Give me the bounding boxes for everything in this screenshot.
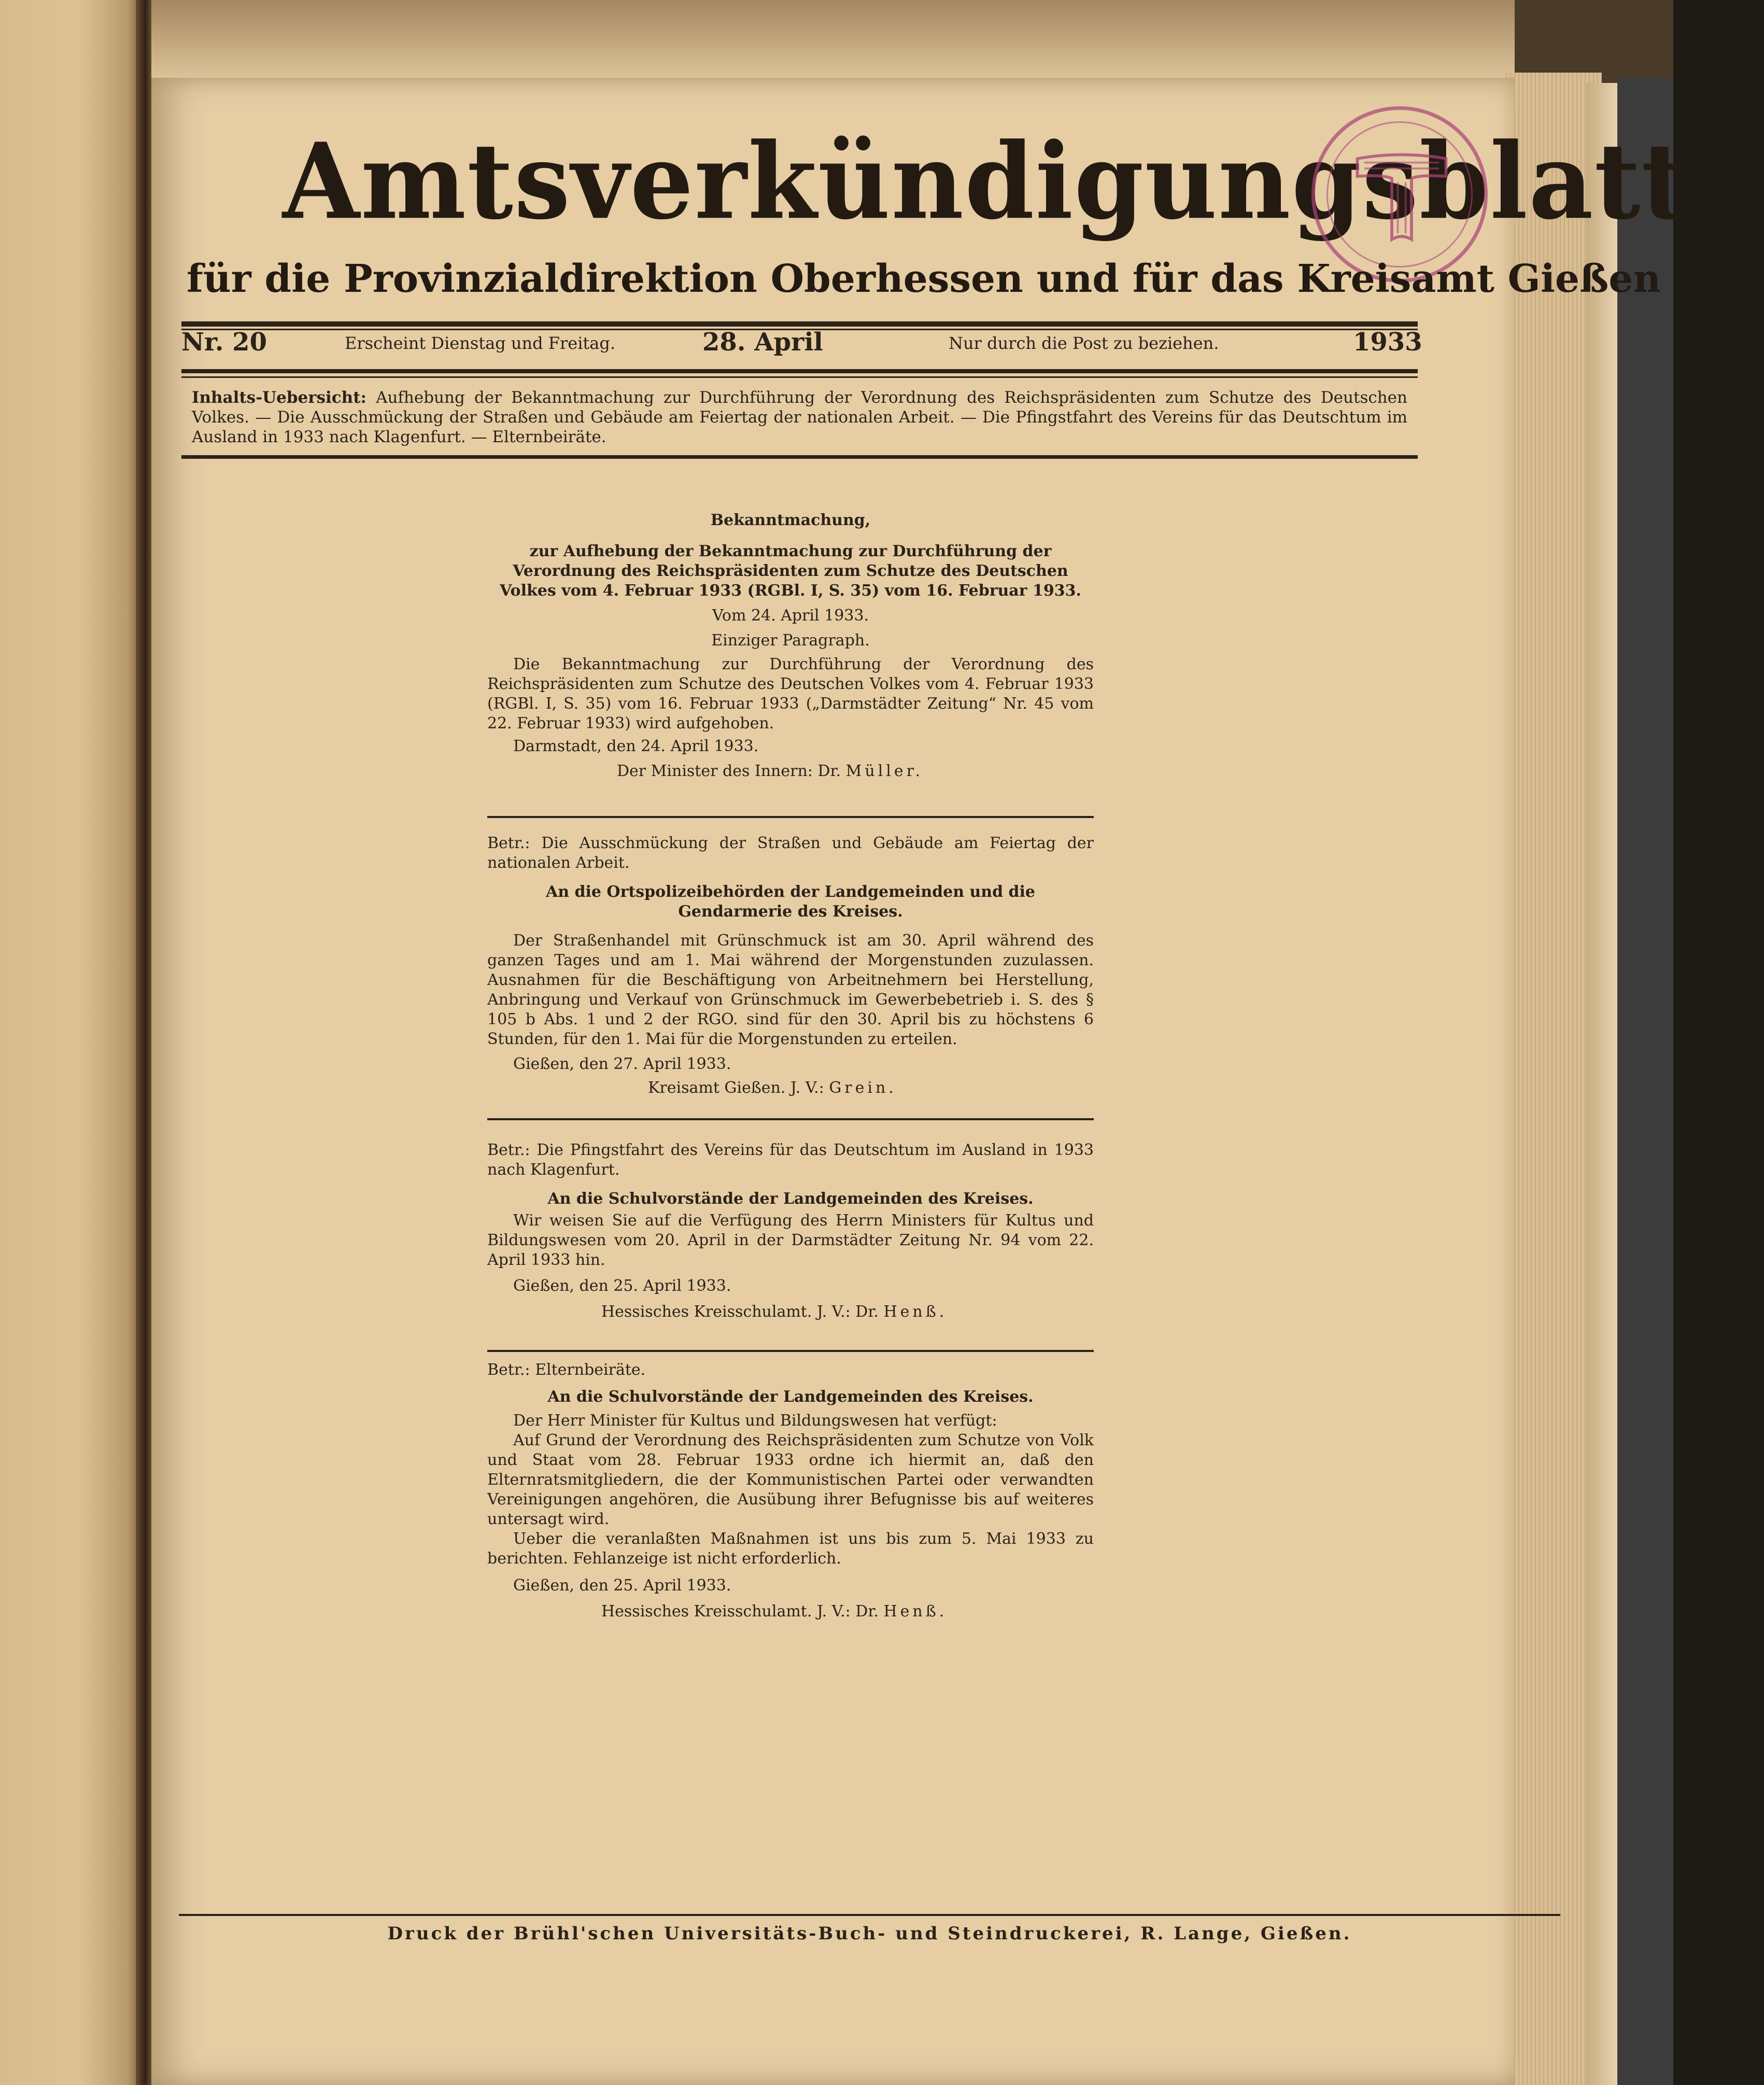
section1-body: Die Bekanntmachung zur Durchführung der Verordnung des Reichspräsidenten zum Schutze des Deutschen Volkes vom 4. Februar 1933 (RGBl. I, S. 35) vom 16. Februar 1933 („Darmstädter Zeitung“ Nr. 45 vom 22. Februar 1933) wird aufgehoben.: [487, 655, 1094, 732]
section2-addressee: An die Ortspolizeibehörden der Landgemeinden und die Gendarmerie des Kreises.: [546, 883, 1035, 921]
section3-body: Wir weisen Sie auf die Verfügung des Herrn Ministers für Kultus und Bildungswesen vom 20. April in der Darmstädter Zeitung Nr. 94 vom 22. April 1933 hin.: [487, 1211, 1094, 1269]
issue-number: Nr. 20: [181, 328, 267, 357]
section-ausschmueckung: [487, 834, 1094, 1098]
section1-subject: zur Aufhebung der Bekanntmachung zur Durchführung der Verordnung des Reichspräsidenten zum Schutze des Deutschen Volkes vom 4. Februar 1933 (RGBl. I, S. 35) vom 16. Februar 1933.: [500, 542, 1081, 600]
section3-addressee: An die Schulvorstände der Landgemeinden des Kreises.: [547, 1190, 1034, 1208]
section3-place-date: Gießen, den 25. April 1933.: [513, 1277, 731, 1295]
section-divider-3: [487, 1350, 1094, 1352]
section-bekanntmachung: [487, 511, 1094, 781]
contents-label: Inhalts-Uebersicht:: [192, 388, 366, 407]
section4-body2: Ueber die veranlaßten Maßnahmen ist uns bis zum 5. Mai 1933 zu berichten. Fehlanzeige ist nicht erforderlich.: [487, 1530, 1094, 1568]
section1-heading: Bekanntmachung,: [710, 511, 871, 529]
section4-signature-prefix: Hessisches Kreisschulamt. J. V.: Dr.: [601, 1602, 879, 1621]
section3-signature-name: Henß.: [883, 1303, 948, 1321]
section4-place-date: Gießen, den 25. April 1933.: [513, 1576, 731, 1595]
footer-rule: [179, 1914, 1560, 1916]
library-stamp: [1311, 106, 1488, 283]
section1-signature-name: Müller.: [845, 762, 924, 780]
section4-body1: Auf Grund der Verordnung des Reichspräsidenten zum Schutze von Volk und Staat vom 28. Februar 1933 ordne ich hiermit an, daß den Elternratsmitgliedern, die der Kommunistischen Partei oder verwandten Vereinigungen angehören, die Ausübung ihrer Befugnisse bis auf weiteres untersagt wird.: [487, 1431, 1094, 1528]
section4-signature: [487, 1602, 1094, 1622]
distribution-note: Nur durch die Post zu beziehen.: [949, 333, 1219, 353]
section1-dated: Vom 24. April 1933.: [712, 607, 869, 625]
section4-intro: Der Herr Minister für Kultus und Bildungswesen hat verfügt:: [513, 1412, 997, 1430]
contents-rule: [181, 455, 1418, 459]
section-divider-1: [487, 816, 1094, 818]
section2-body: Der Straßenhandel mit Grünschmuck ist am 30. April während des ganzen Tages und am 1. Mai während der Morgenstunden zuzulassen. Ausnahmen für die Beschäftigung von Arbeitnehmern bei Herstellung, Anbringung und Verkauf von Grünschmuck im Gewerbebetrieb i. S. des § 105 b Abs. 1 und 2 der RGO. sind für den 30. April bis zu höchstens 6 Stunden, für den 1. Mai für die Morgenstunden zu erteilen.: [487, 932, 1094, 1048]
contents-text: Aufhebung der Bekanntmachung zur Durchführung der Verordnung des Reichspräsidenten zum Schutze des Deutschen Volkes. — Die Ausschmückung der Straßen und Gebäude am Feiertag der nationalen Arbeit. — Die Pfingstfahrt des Vereins für das Deutschtum im Ausland in 1933 nach Klagenfurt. — Elternbeiräte.: [192, 388, 1407, 446]
section4-addressee: An die Schulvorstände der Landgemeinden des Kreises.: [547, 1388, 1034, 1406]
header-rule-bottom: [181, 369, 1418, 373]
section-divider-2: [487, 1118, 1094, 1120]
section-elternbeiraete: [487, 1360, 1094, 1622]
section-pfingstfahrt: [487, 1140, 1094, 1322]
section2-signature-name: Grein.: [829, 1079, 897, 1097]
header-rule-bottom-thin: [181, 376, 1418, 378]
header-rule-top: [181, 321, 1418, 327]
section2-place-date: Gießen, den 27. April 1933.: [513, 1055, 731, 1073]
section2-betr: Betr.: Die Ausschmückung der Straßen und Gebäude am Feiertag der nationalen Arbeit.: [487, 834, 1094, 872]
section2-signature-prefix: Kreisamt Gießen. J. V.:: [648, 1079, 824, 1097]
section3-signature-prefix: Hessisches Kreisschulamt. J. V.: Dr.: [601, 1303, 879, 1321]
section1-place-date: Darmstadt, den 24. April 1933.: [513, 737, 759, 755]
table-of-contents: [192, 388, 1407, 447]
section3-signature: [487, 1302, 1094, 1322]
masthead-title: Amtsverkündigungsblatt: [283, 120, 1688, 243]
publication-schedule: Erscheint Dienstag und Freitag.: [345, 333, 616, 353]
section2-signature: [487, 1078, 1094, 1098]
issue-date: 28. April: [702, 328, 823, 357]
issue-year: 1933: [1353, 328, 1422, 357]
tau-cross-icon: [1352, 146, 1451, 250]
section1-signature-prefix: Der Minister des Innern: Dr.: [617, 762, 841, 780]
section1-paragraph-label: Einziger Paragraph.: [711, 631, 870, 650]
section1-signature: [487, 762, 1094, 781]
masthead-subtitle: für die Provinzialdirektion Oberhessen und für das Kreisamt Gießen: [187, 257, 1661, 301]
section3-betr: Betr.: Die Pfingstfahrt des Vereins für das Deutschtum im Ausland in 1933 nach Klagenfurt.: [487, 1141, 1094, 1179]
section4-signature-name: Henß.: [883, 1602, 948, 1621]
section4-betr: Betr.: Elternbeiräte.: [487, 1361, 646, 1379]
printer-imprint: Druck der Brühl'schen Universitäts-Buch- und Steindruckerei, R. Lange, Gießen.: [387, 1923, 1352, 1944]
